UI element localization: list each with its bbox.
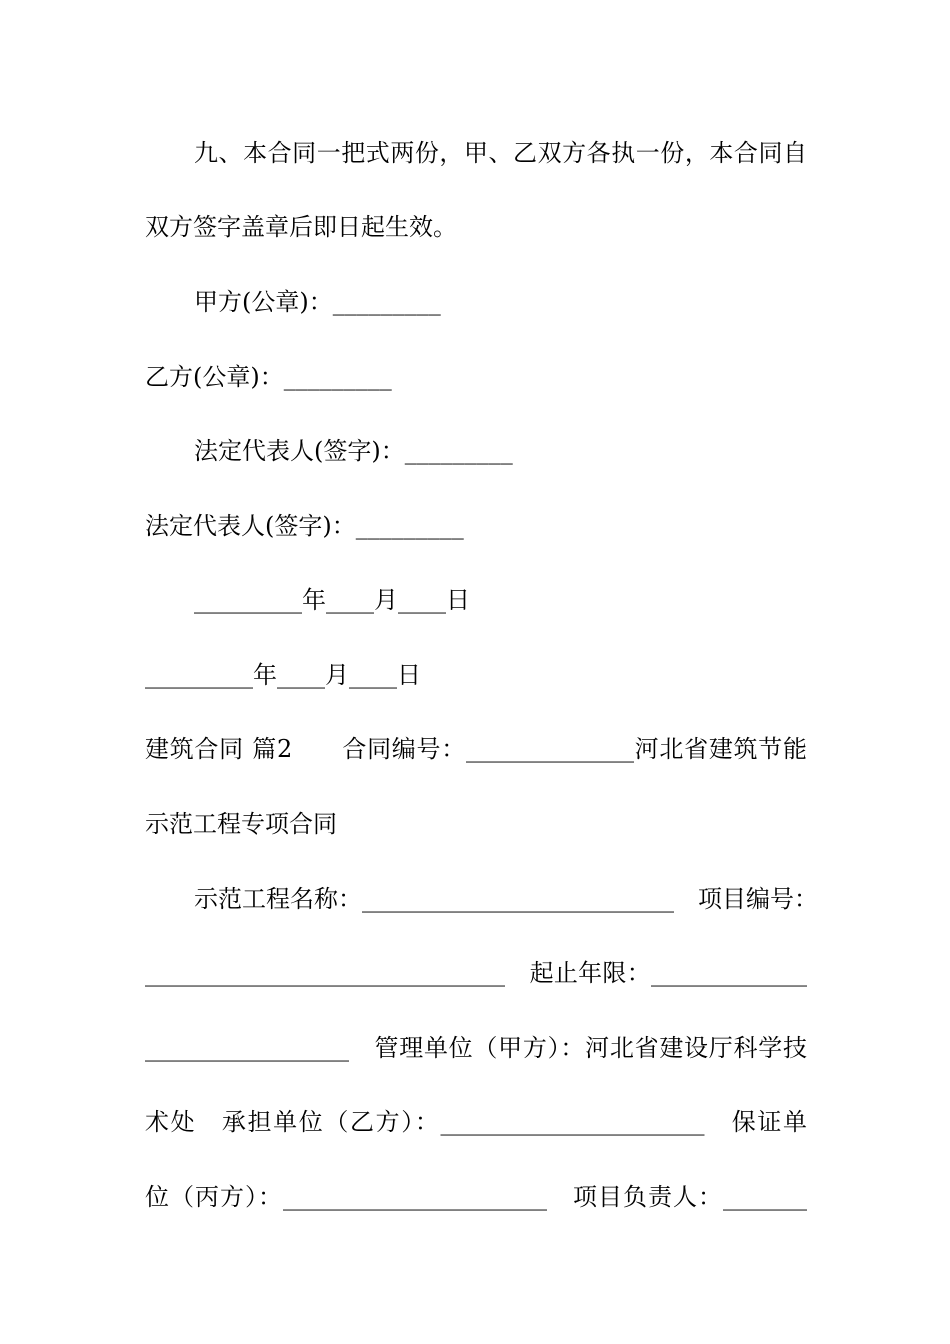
party-b-date-line: _________年____月____日 xyxy=(145,661,421,689)
clause-nine-line-2: 双方签字盖章后即日起生效。 xyxy=(145,213,457,241)
undertaking-unit-line: 术处 承担单位（乙方）：______________________ 保证单 xyxy=(145,1108,807,1136)
management-unit-line: _________________ 管理单位（甲方）：河北省建设厅科学技 xyxy=(145,1034,807,1062)
guarantee-unit-line: 位（丙方）：______________________ 项目负责人：_______ xyxy=(145,1183,807,1211)
clause-nine-line-1: 九、本合同一把式两份，甲、乙双方各执一份，本合同自 xyxy=(194,139,807,167)
party-a-seal-line: 甲方(公章)：_________ xyxy=(194,288,441,316)
party-b-representative-line: 法定代表人(签字)：_________ xyxy=(145,512,464,540)
party-a-representative-line: 法定代表人(签字)：_________ xyxy=(194,437,513,465)
party-a-date-line: _________年____月____日 xyxy=(194,586,470,614)
project-number-line: ______________________________ 起止年限：_____________ xyxy=(145,959,807,987)
contract-2-title-line: 示范工程专项合同 xyxy=(145,810,337,838)
party-b-seal-line: 乙方(公章)：_________ xyxy=(145,363,392,391)
project-name-line: 示范工程名称：__________________________ 项目编号： xyxy=(194,885,818,913)
contract-2-header-line: 建筑合同 篇2 合同编号：______________河北省建筑节能 xyxy=(145,735,807,763)
